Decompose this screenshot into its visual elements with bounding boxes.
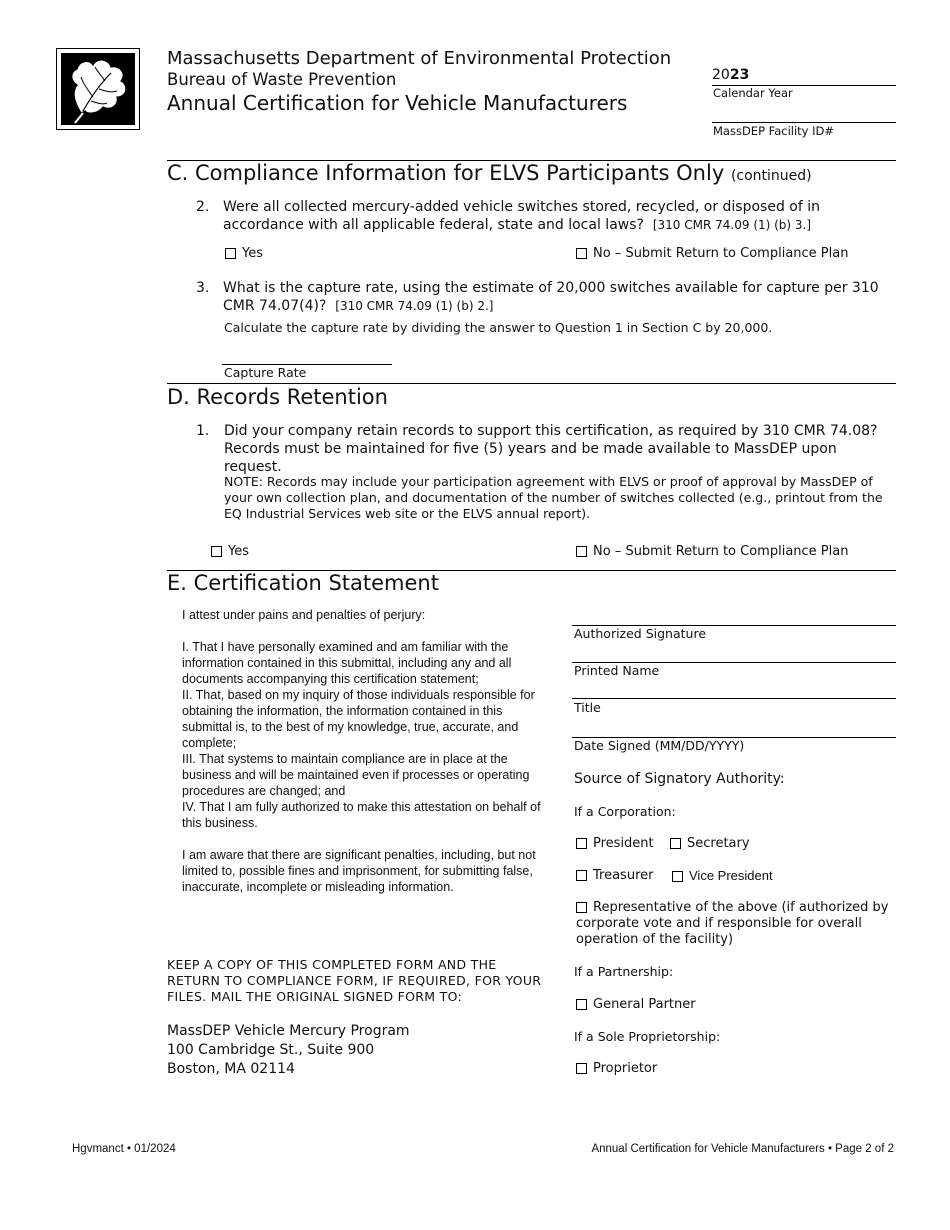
d1-yes-label: Yes	[228, 544, 249, 559]
form-title: Annual Certification for Vehicle Manufacturers	[167, 91, 628, 115]
secretary-label: Secretary	[687, 836, 750, 851]
title-field[interactable]	[572, 698, 896, 699]
attest-item-3: III. That systems to maintain compliance are in place at the business and will be maintained even if processes or operating procedures are changed; and	[182, 752, 530, 798]
footer-page-info: Annual Certification for Vehicle Manufacturers • Page 2 of 2	[591, 1143, 894, 1155]
source-authority-heading: Source of Signatory Authority:	[574, 771, 785, 787]
c2-no-option[interactable]	[576, 246, 848, 262]
authorized-signature-label: Authorized Signature	[574, 626, 707, 641]
if-corporation-label: If a Corporation:	[574, 804, 676, 819]
attest-item-2: II. That, based on my inquiry of those individuals responsible for obtaining the information, the information contained in this submittal is, to the best of my knowledge, true, accurate, and complete;	[182, 688, 535, 750]
address-line-3: Boston, MA 02114	[167, 1061, 295, 1077]
c2-yes-option[interactable]	[225, 246, 263, 262]
footer-form-code: Hgvmanct • 01/2024	[72, 1143, 176, 1155]
d1-no-label: No – Submit Return to Compliance Plan	[593, 544, 849, 559]
if-partnership-label: If a Partnership:	[574, 964, 674, 979]
title-label: Title	[574, 700, 601, 715]
vice-president-option[interactable]	[672, 868, 773, 884]
treasurer-checkbox[interactable]	[576, 870, 587, 881]
c2-no-checkbox[interactable]	[576, 248, 587, 259]
proprietor-checkbox[interactable]	[576, 1063, 587, 1074]
mailing-address	[167, 1022, 410, 1079]
capture-rate-label: Capture Rate	[224, 365, 307, 380]
d1-yes-option[interactable]	[211, 544, 249, 560]
treasurer-label: Treasurer	[593, 868, 654, 883]
facility-id-field[interactable]	[712, 104, 896, 123]
question-c2-citation: [310 CMR 74.09 (1) (b) 3.]	[652, 218, 812, 232]
question-d1-note: NOTE: Records may include your participation agreement with ELVS or proof of approval by MassDEP of your own collection plan, and documentation of the number of switches collected (e.g., printout from the EQ Industrial Services web site or the ELVS annual report).	[224, 474, 883, 521]
c2-yes-checkbox[interactable]	[225, 248, 236, 259]
year-prefix: 20	[712, 67, 730, 83]
proprietor-option[interactable]	[576, 1061, 657, 1077]
question-c3-text	[223, 279, 883, 315]
secretary-checkbox[interactable]	[670, 838, 681, 849]
c2-no-label: No – Submit Return to Compliance Plan	[593, 246, 849, 261]
penalties-statement: I am aware that there are significant penalties, including, but not limited to, possible fines and imprisonment, for submitting false, inaccurate, incomplete or misleading information.	[182, 848, 536, 894]
question-c2-body: Were all collected mercury-added vehicle switches stored, recycled, or disposed of in accordance with all applicable federal, state and local laws?	[223, 199, 821, 233]
certification-text	[182, 607, 550, 895]
bureau-name: Bureau of Waste Prevention	[167, 70, 397, 89]
oak-leaf-icon	[61, 53, 135, 125]
president-option[interactable]	[576, 836, 654, 852]
keep-copy-instruction: KEEP A COPY OF THIS COMPLETED FORM AND THE RETURN TO COMPLIANCE FORM, IF REQUIRED, FOR YOUR FILES. MAIL THE ORIGINAL SIGNED FORM TO:	[167, 957, 542, 1004]
year-suffix: 23	[729, 67, 750, 83]
general-partner-checkbox[interactable]	[576, 999, 587, 1010]
vice-president-label: Vice President	[689, 868, 773, 883]
question-c3-instruction: Calculate the capture rate by dividing the answer to Question 1 in Section C by 20,000.	[224, 320, 773, 335]
address-line-2: 100 Cambridge St., Suite 900	[167, 1042, 375, 1058]
president-checkbox[interactable]	[576, 838, 587, 849]
section-e-title: E. Certification Statement	[167, 571, 439, 595]
section-d-title: D. Records Retention	[167, 385, 388, 409]
general-partner-option[interactable]	[576, 997, 696, 1013]
d1-yes-checkbox[interactable]	[211, 546, 222, 557]
question-c2-number: 2.	[196, 199, 210, 215]
facility-id-label: MassDEP Facility ID#	[713, 124, 835, 138]
attest-item-1: I. That I have personally examined and am familiar with the information contained in this submittal, including any and all documents accompanying this certification statement;	[182, 640, 512, 686]
secretary-option[interactable]	[670, 836, 750, 852]
general-partner-label: General Partner	[593, 997, 696, 1012]
question-c2-text	[223, 198, 895, 234]
calendar-year-field[interactable]	[712, 66, 896, 86]
vice-president-checkbox[interactable]	[672, 871, 683, 882]
proprietor-label: Proprietor	[593, 1061, 658, 1076]
representative-label: Representative of the above (if authorized by corporate vote and if responsible for overall operation of the facility)	[576, 900, 889, 947]
if-sole-prop-label: If a Sole Proprietorship:	[574, 1029, 721, 1044]
attest-item-4: IV. That I am fully authorized to make this attestation on behalf of this business.	[182, 800, 541, 830]
date-signed-label: Date Signed (MM/DD/YYYY)	[574, 738, 745, 753]
question-c3-body: What is the capture rate, using the estimate of 20,000 switches available for capture per 310 CMR 74.07(4)?	[223, 280, 879, 314]
d1-no-checkbox[interactable]	[576, 546, 587, 557]
section-c-title	[167, 160, 812, 189]
question-d1-text: Did your company retain records to support this certification, as required by 310 CMR 74.08? Records must be maintained for five (5) years and be made available to MassDEP upon request.	[224, 423, 878, 475]
president-label: President	[593, 836, 654, 851]
calendar-year-label: Calendar Year	[713, 86, 793, 100]
representative-option[interactable]	[576, 900, 894, 948]
c2-yes-label: Yes	[242, 246, 263, 261]
agency-name: Massachusetts Department of Environmental Protection	[167, 48, 672, 69]
capture-rate-field[interactable]	[222, 346, 392, 365]
address-line-1: MassDEP Vehicle Mercury Program	[167, 1023, 410, 1039]
agency-logo	[56, 48, 140, 130]
printed-name-label: Printed Name	[574, 663, 660, 678]
question-c3-citation: [310 CMR 74.09 (1) (b) 2.]	[335, 299, 494, 313]
section-c-continued: (continued)	[730, 168, 812, 184]
d1-no-option[interactable]	[576, 544, 848, 560]
representative-checkbox[interactable]	[576, 902, 587, 913]
attest-intro: I attest under pains and penalties of perjury:	[182, 608, 426, 622]
treasurer-option[interactable]	[576, 868, 653, 884]
section-c-title-text: C. Compliance Information for ELVS Participants Only	[167, 161, 725, 185]
question-c3-number: 3.	[196, 280, 210, 296]
question-d1-number: 1.	[196, 423, 210, 439]
